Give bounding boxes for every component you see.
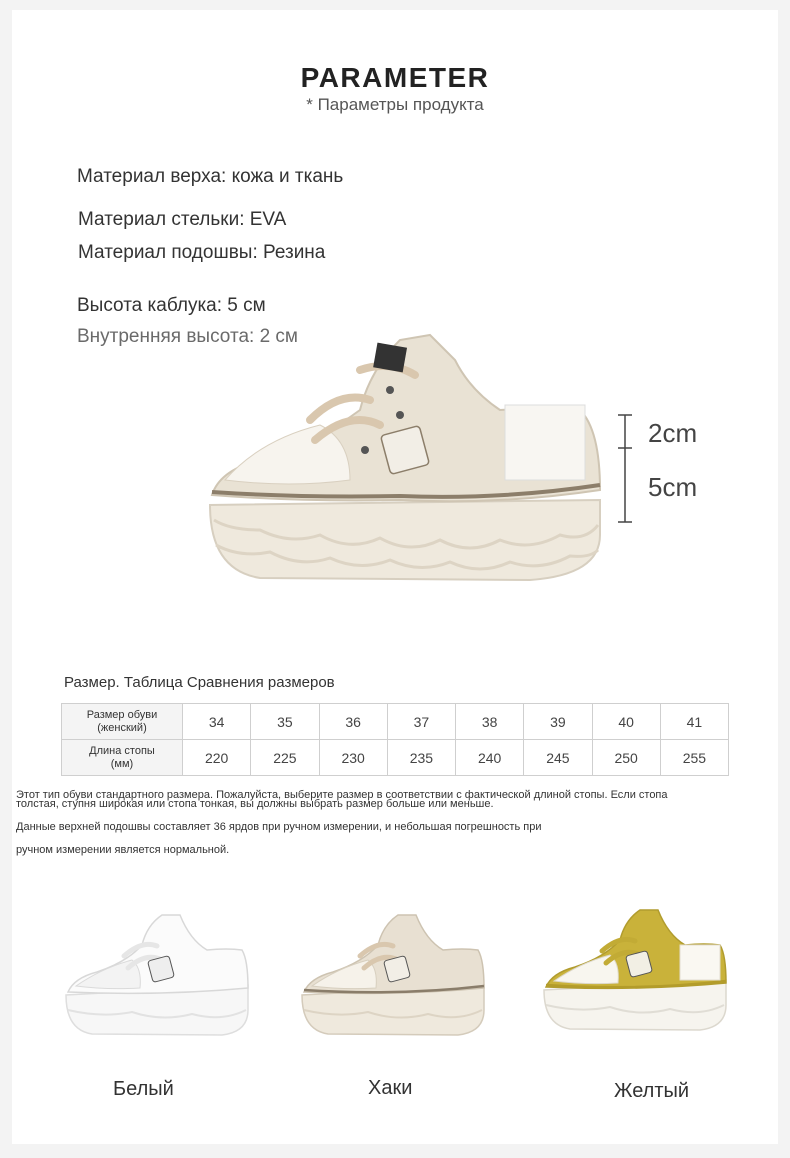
size-note-line1: Этот тип обуви стандартного размера. Пожалуйста, выберите размер в соответствии с фактической длиной стопы. Если стопа xyxy=(16,789,668,801)
variant-image-khaki[interactable] xyxy=(298,910,488,1045)
size-cell: 34 xyxy=(183,704,251,740)
length-cell: 240 xyxy=(456,740,524,776)
page-subtitle: * Параметры продукта xyxy=(306,95,484,114)
variant-label-white[interactable]: Белый xyxy=(113,1078,174,1100)
size-cell: 36 xyxy=(319,704,387,740)
spec-outsole-material: Материал подошвы: Резина xyxy=(78,242,326,263)
product-image-khaki-main xyxy=(200,330,610,605)
length-cell: 230 xyxy=(319,740,387,776)
size-row xyxy=(62,704,729,740)
size-header-line1: Размер обуви xyxy=(86,708,158,721)
size-cell: 35 xyxy=(251,704,319,740)
size-cell: 39 xyxy=(524,704,592,740)
height-dimension-markers xyxy=(615,410,645,530)
size-header-line2: (женский) xyxy=(97,721,147,734)
foot-length-row xyxy=(62,740,729,776)
length-cell: 235 xyxy=(387,740,455,776)
sole-height-label: 5cm xyxy=(648,472,698,502)
length-header-line1: Длина стопы xyxy=(89,744,155,757)
spec-heel-height: Высота каблука: 5 см xyxy=(77,295,266,316)
length-cell: 245 xyxy=(524,740,592,776)
size-cell: 37 xyxy=(387,704,455,740)
size-note-line2: толстая, ступня широкая или стопа тонкая, вы должны выбрать размер больше или меньше. xyxy=(16,798,494,810)
size-table-caption: Размер. Таблица Сравнения размеров xyxy=(64,674,335,691)
size-cell: 41 xyxy=(660,704,728,740)
spec-upper-material: Материал верха: кожа и ткань xyxy=(77,166,344,187)
size-cell: 40 xyxy=(592,704,660,740)
variant-label-yellow[interactable]: Желтый xyxy=(614,1080,690,1102)
length-cell: 225 xyxy=(251,740,319,776)
length-row-header xyxy=(62,740,183,776)
length-cell: 255 xyxy=(660,740,728,776)
size-table xyxy=(61,703,729,776)
spec-insole-material: Материал стельки: EVA xyxy=(78,209,287,230)
length-header-line2: (мм) xyxy=(110,757,134,770)
measurement-note-line1: Данные верхней подошвы составляет 36 ярдов при ручном измерении, и небольшая погрешность при xyxy=(16,821,542,833)
page-title: PARAMETER xyxy=(300,62,490,93)
size-row-header xyxy=(62,704,183,740)
variant-image-yellow[interactable] xyxy=(540,905,730,1040)
length-cell: 220 xyxy=(183,740,251,776)
variant-label-khaki[interactable]: Хаки xyxy=(368,1077,413,1099)
spec-inner-height: Внутренняя высота: 2 см xyxy=(77,326,298,347)
variant-image-white[interactable] xyxy=(62,910,252,1045)
length-cell: 250 xyxy=(592,740,660,776)
measurement-note-line2: ручном измерении является нормальной. xyxy=(16,844,230,856)
inner-height-label: 2cm xyxy=(648,418,698,448)
size-cell: 38 xyxy=(456,704,524,740)
